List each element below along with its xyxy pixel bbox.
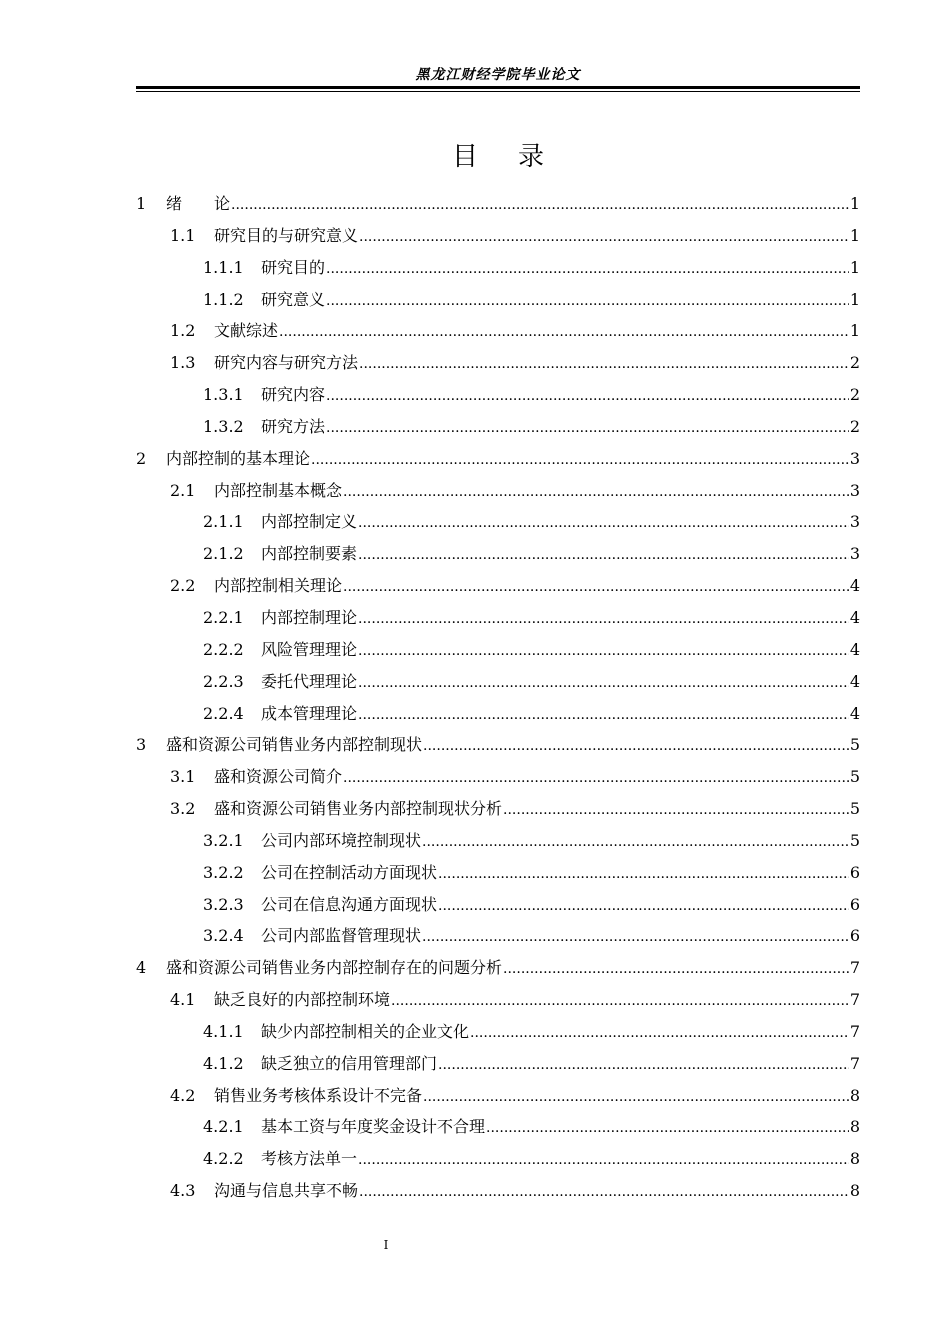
toc-entry-number: 2.2.4: [203, 703, 244, 723]
toc-entry-number: 2.1.2: [203, 544, 244, 564]
toc-dot-leader: [358, 700, 849, 732]
toc-entry-title: 公司内部环境控制现状: [261, 830, 422, 850]
toc-entry-page: 7: [849, 1053, 860, 1073]
toc-dot-leader: [343, 477, 849, 509]
toc-entry-page: 3: [849, 448, 860, 468]
toc-entry[interactable]: [136, 889, 860, 921]
toc-title: 目录: [451, 142, 584, 172]
toc-entry-number: 3.1: [170, 767, 196, 787]
toc-dot-leader: [422, 922, 849, 954]
toc-entry-title: 绪 论: [166, 194, 231, 213]
toc-entry-number: 3.2.1: [203, 830, 244, 850]
toc-entry[interactable]: [136, 666, 860, 698]
table-of-contents: [136, 188, 860, 1207]
toc-entry-page: 1: [849, 289, 860, 309]
toc-dot-leader: [231, 190, 849, 222]
toc-dot-leader: [326, 254, 849, 286]
toc-dot-leader: [359, 222, 849, 254]
toc-entry[interactable]: [136, 984, 860, 1016]
toc-entry-title: 沟通与信息共享不畅: [214, 1181, 359, 1201]
page-number: I: [383, 1238, 389, 1252]
toc-entry[interactable]: [136, 570, 860, 602]
toc-entry-title: 缺少内部控制相关的企业文化: [261, 1021, 470, 1041]
toc-entry[interactable]: [136, 220, 860, 252]
toc-entry-title: 缺乏良好的内部控制环境: [214, 990, 391, 1010]
toc-entry-title: 内部控制定义: [261, 512, 358, 532]
toc-dot-leader: [343, 572, 849, 604]
toc-entry-page: 3: [849, 480, 860, 500]
toc-entry-page: 1: [849, 321, 860, 341]
toc-entry-title: 研究目的: [261, 257, 326, 277]
toc-entry[interactable]: [136, 475, 860, 507]
header-rule-thin: [136, 91, 860, 92]
toc-entry[interactable]: [136, 1143, 860, 1175]
toc-entry-page: 3: [849, 544, 860, 564]
toc-entry-number: 4.2.2: [203, 1149, 244, 1169]
toc-entry[interactable]: [136, 825, 860, 857]
toc-dot-leader: [391, 986, 849, 1018]
toc-entry[interactable]: [136, 793, 860, 825]
toc-entry-title: 基本工资与年度奖金设计不合理: [261, 1117, 486, 1137]
toc-entry[interactable]: [136, 188, 860, 220]
toc-dot-leader: [503, 795, 849, 827]
toc-entry-title: 成本管理理论: [261, 703, 358, 723]
page-header-title: 黑龙江财经学院毕业论文: [415, 67, 581, 83]
toc-entry-page: 8: [849, 1117, 860, 1137]
toc-entry-page: 4: [849, 671, 860, 691]
toc-entry-page: 2: [849, 416, 860, 436]
toc-dot-leader: [438, 1050, 849, 1082]
toc-entry-number: 1.3.2: [203, 416, 244, 436]
toc-dot-leader: [486, 1113, 849, 1145]
toc-dot-leader: [358, 668, 849, 700]
toc-dot-leader: [358, 636, 849, 668]
toc-entry-title: 盛和资源公司销售业务内部控制现状分析: [214, 799, 503, 819]
toc-dot-leader: [359, 1177, 849, 1209]
toc-entry-title: 文献综述: [214, 321, 279, 341]
toc-dot-leader: [326, 381, 849, 413]
toc-entry-page: 6: [849, 926, 860, 946]
toc-dot-leader: [311, 445, 849, 477]
toc-entry-title: 内部控制理论: [261, 607, 358, 627]
toc-dot-leader: [358, 508, 849, 540]
toc-entry[interactable]: [136, 1111, 860, 1143]
toc-entry-title: 缺乏独立的信用管理部门: [261, 1053, 438, 1073]
toc-entry-title: 研究目的与研究意义: [214, 225, 359, 245]
toc-dot-leader: [423, 1082, 849, 1114]
toc-entry-page: 1: [849, 194, 860, 213]
toc-entry-number: 1: [136, 194, 147, 213]
toc-entry[interactable]: [136, 379, 860, 411]
toc-entry-page: 2: [849, 385, 860, 405]
toc-dot-leader: [326, 286, 849, 318]
toc-entry[interactable]: [136, 1175, 860, 1207]
toc-entry-number: 4.1.2: [203, 1053, 244, 1073]
toc-entry[interactable]: [136, 1048, 860, 1080]
toc-entry-number: 1.3: [170, 353, 196, 373]
toc-entry-number: 4: [136, 958, 147, 978]
toc-entry-page: 4: [849, 607, 860, 627]
toc-dot-leader: [422, 827, 849, 859]
toc-entry-title: 委托代理理论: [261, 671, 358, 691]
toc-entry-title: 公司在信息沟通方面现状: [261, 894, 438, 914]
toc-dot-leader: [359, 349, 849, 381]
toc-entry[interactable]: [136, 315, 860, 347]
toc-entry-page: 3: [849, 512, 860, 532]
toc-entry[interactable]: [136, 729, 860, 761]
toc-entry[interactable]: [136, 284, 860, 316]
toc-entry[interactable]: [136, 857, 860, 889]
toc-entry-number: 1.3.1: [203, 385, 244, 405]
toc-entry[interactable]: [136, 602, 860, 634]
toc-entry-page: 7: [849, 990, 860, 1010]
toc-entry-page: 5: [849, 799, 860, 819]
toc-entry-page: 5: [849, 735, 860, 755]
toc-entry-number: 3.2.4: [203, 926, 244, 946]
toc-dot-leader: [423, 731, 849, 763]
toc-entry-number: 1.1: [170, 225, 196, 245]
toc-entry[interactable]: [136, 538, 860, 570]
toc-entry-title: 内部控制的基本理论: [166, 448, 311, 468]
toc-entry-page: 5: [849, 830, 860, 850]
toc-entry-number: 2.2.2: [203, 639, 244, 659]
toc-entry-page: 7: [849, 958, 860, 978]
toc-entry-title: 研究内容与研究方法: [214, 353, 359, 373]
toc-entry-title: 风险管理理论: [261, 639, 358, 659]
toc-entry[interactable]: [136, 443, 860, 475]
toc-entry-title: 内部控制要素: [261, 544, 358, 564]
toc-entry-title: 公司在控制活动方面现状: [261, 862, 438, 882]
toc-entry-title: 盛和资源公司销售业务内部控制现状: [166, 735, 423, 755]
toc-entry-number: 2.2.1: [203, 607, 244, 627]
toc-entry[interactable]: [136, 1016, 860, 1048]
toc-entry-number: 4.3: [170, 1181, 196, 1201]
toc-entry-page: 8: [849, 1181, 860, 1201]
toc-entry[interactable]: [136, 761, 860, 793]
toc-entry-number: 3.2.2: [203, 862, 244, 882]
toc-dot-leader: [358, 604, 849, 636]
toc-entry-page: 8: [849, 1085, 860, 1105]
toc-entry-number: 4.2.1: [203, 1117, 244, 1137]
toc-entry-page: 4: [849, 703, 860, 723]
toc-entry-number: 2.2.3: [203, 671, 244, 691]
toc-dot-leader: [326, 413, 849, 445]
toc-entry[interactable]: [136, 1080, 860, 1112]
toc-entry-page: 7: [849, 1021, 860, 1041]
toc-entry-page: 1: [849, 225, 860, 245]
toc-entry-number: 1.2: [170, 321, 196, 341]
toc-entry-title: 销售业务考核体系设计不完备: [214, 1085, 423, 1105]
toc-dot-leader: [438, 859, 849, 891]
toc-entry[interactable]: [136, 347, 860, 379]
toc-dot-leader: [503, 954, 849, 986]
toc-entry-page: 6: [849, 894, 860, 914]
toc-entry-number: 2.1: [170, 480, 196, 500]
toc-entry[interactable]: [136, 252, 860, 284]
toc-entry[interactable]: [136, 952, 860, 984]
toc-entry-page: 2: [849, 353, 860, 373]
toc-dot-leader: [358, 540, 849, 572]
toc-entry-number: 2.2: [170, 576, 196, 596]
toc-entry-page: 6: [849, 862, 860, 882]
toc-entry-number: 3: [136, 735, 147, 755]
toc-entry-number: 4.1: [170, 990, 196, 1010]
toc-entry-title: 内部控制相关理论: [214, 576, 343, 596]
toc-entry-title: 公司内部监督管理现状: [261, 926, 422, 946]
toc-dot-leader: [358, 1145, 849, 1177]
toc-dot-leader: [470, 1018, 849, 1050]
toc-entry-number: 2: [136, 448, 147, 468]
toc-entry-number: 4.1.1: [203, 1021, 244, 1041]
toc-entry-title: 盛和资源公司简介: [214, 767, 343, 787]
toc-entry-number: 2.1.1: [203, 512, 244, 532]
toc-entry[interactable]: [136, 698, 860, 730]
toc-entry-page: 1: [849, 257, 860, 277]
toc-entry-page: 8: [849, 1149, 860, 1169]
toc-entry-title: 考核方法单一: [261, 1149, 358, 1169]
toc-entry-title: 研究内容: [261, 385, 326, 405]
toc-dot-leader: [343, 763, 849, 795]
toc-entry-page: 5: [849, 767, 860, 787]
toc-entry-title: 盛和资源公司销售业务内部控制存在的问题分析: [166, 958, 503, 978]
toc-entry-title: 内部控制基本概念: [214, 480, 343, 500]
toc-entry-number: 3.2: [170, 799, 196, 819]
toc-dot-leader: [279, 317, 849, 349]
header-rule-thick: [136, 86, 860, 89]
toc-entry[interactable]: [136, 506, 860, 538]
toc-entry[interactable]: [136, 634, 860, 666]
toc-entry-title: 研究意义: [261, 289, 326, 309]
toc-entry[interactable]: [136, 411, 860, 443]
toc-entry-number: 4.2: [170, 1085, 196, 1105]
toc-entry-number: 3.2.3: [203, 894, 244, 914]
toc-entry-page: 4: [849, 639, 860, 659]
toc-entry-number: 1.1.1: [203, 257, 244, 277]
toc-entry-number: 1.1.2: [203, 289, 244, 309]
toc-dot-leader: [438, 891, 849, 923]
toc-entry[interactable]: [136, 920, 860, 952]
toc-entry-title: 研究方法: [261, 416, 326, 436]
toc-entry-page: 4: [849, 576, 860, 596]
